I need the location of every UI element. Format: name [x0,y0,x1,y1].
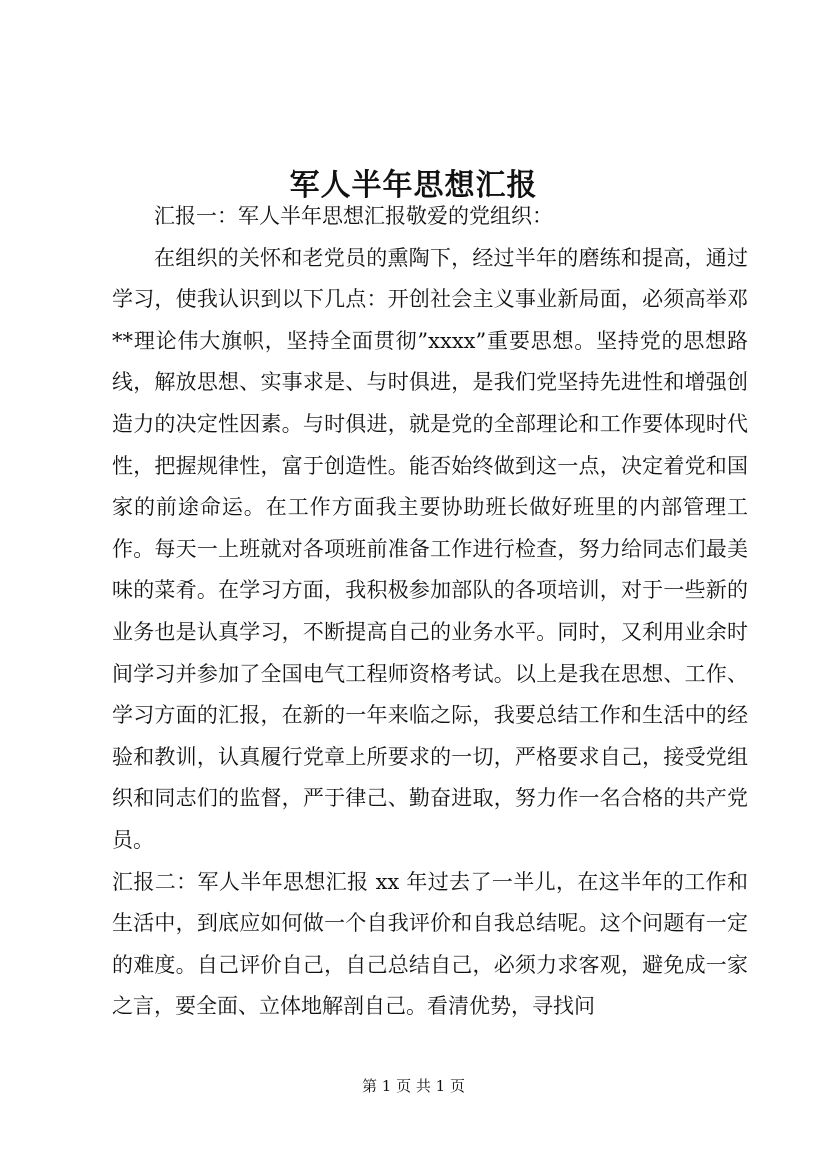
page-footer: 第 1 页 共 1 页 [362,1077,465,1095]
document-body [112,196,748,1028]
paragraph-report-two: 汇报二：军人半年思想汇报 xx 年过去了一半儿，在这半年的工作和生活中，到底应如何做一个自我评价和自我总结呢。这个问题有一定的难度。自己评价自己，自己总结自己，必须力求客观，避免成一家之言，要全面、立体地解剖自己。看清优势，寻找问 [112,869,748,1019]
document-title: 军人半年思想汇报 [289,168,538,204]
paragraph-report-one-heading: 汇报一：军人半年思想汇报敬爱的党组织： [154,204,553,228]
paragraph-report-one-body: 在组织的关怀和老党员的熏陶下，经过半年的磨练和提高，通过学习，使我认识到以下几点：开创社会主义事业新局面，必须高举邓**理论伟大旗帜，坚持全面贯彻”xxxx”重要思想。坚持党的思想路线，解放思想、实事求是、与时俱进，是我们党坚持先进性和增强创造力的决定性因素。与时俱进，就是党的全部理论和工作要体现时代性，把握规律性，富于创造性。能否始终做到这一点，决定着党和国家的前途命运。在工作方面我主要协助班长做好班里的内部管理工作。每天一上班就对各项班前准备工作进行检查，努力给同志们最美味的菜肴。在学习方面，我积极参加部队的各项培训，对于一些新的业务也是认真学习，不断提高自己的业务水平。同时，又利用业余时间学习并参加了全国电气工程师资格考试。以上是我在思想、工作、学习方面的汇报，在新的一年来临之际，我要总结工作和生活中的经验和教训，认真履行党章上所要求的一切，严格要求自己，接受党组织和同志们的监督，严于律己、勤奋进取，努力作一名合格的共产党员。 [112,245,748,852]
